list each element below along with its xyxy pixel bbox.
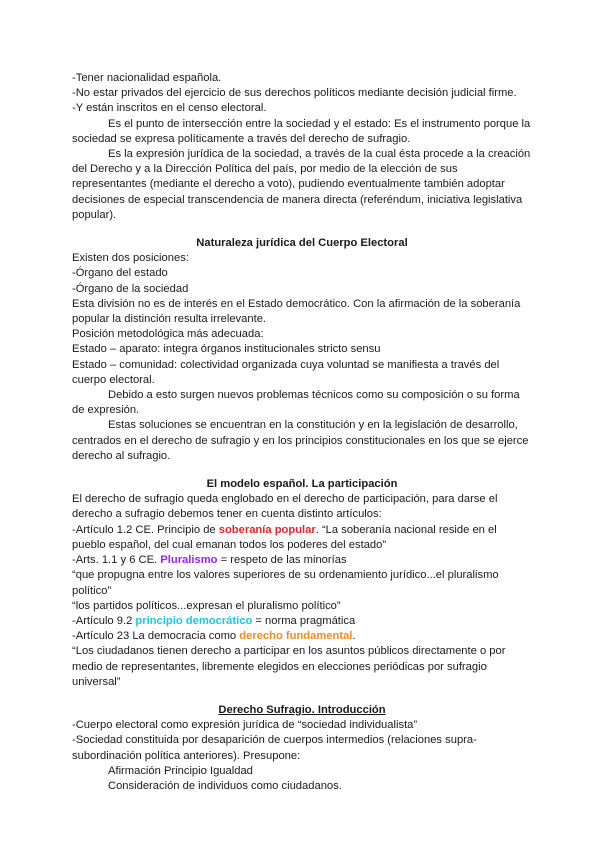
para2-line-4: decisiones de especial transcendencia de manera directa (referéndum, iniciativa legislativa: [72, 193, 523, 206]
article-1-1-line: [72, 553, 532, 568]
article-23-line: [72, 629, 532, 644]
article-23-suffix: .: [352, 630, 356, 643]
para1-line-2: sociedad se expresa políticamente a través del derecho de sufragio.: [72, 132, 411, 145]
quote-3-line-1: “Los ciudadanos tienen derecho a participar en los asuntos públicos directamente o por: [72, 645, 506, 658]
section3-heading: Derecho Sufragio. Introducción: [218, 703, 386, 716]
section1-line-7: Estado – aparato: integra órganos institucionales stricto sensu: [72, 343, 381, 356]
section1-para-b-line-2: centrados en el derecho de sufragio y en los principios constitucionales en los que se ejerce: [72, 434, 529, 447]
intro-line-3: -Y están inscritos en el censo electoral.: [72, 102, 267, 115]
article-1-2-prefix: -Artículo 1.2 CE. Principio de: [72, 523, 219, 536]
document-page: [72, 71, 532, 794]
article-9-2-suffix: = norma pragmática: [252, 614, 356, 627]
highlight-derecho-fundamental: derecho fundamental: [239, 630, 353, 643]
article-1-2-continuation: pueblo español, del cual emanan todos los poderes del estado”: [72, 538, 387, 551]
article-9-2-line: [72, 614, 532, 629]
quote-2: “los partidos políticos...expresan el pluralismo político”: [72, 599, 341, 612]
section2-line-1: El derecho de sufragio queda englobado en el derecho de participación, para darse el: [72, 493, 498, 506]
section3-line-1: -Cuerpo electoral como expresión jurídica de “sociedad individualista”: [72, 719, 418, 732]
para1-line-1: Es el punto de intersección entre la sociedad y el estado: Es el instrumento porque la: [108, 117, 531, 130]
section1-para-b-line-3: derecho al sufragio.: [72, 449, 171, 462]
quote-1-line-1: “que propugna entre los valores superiores de su ordenamiento jurídico...el pluralismo: [72, 569, 499, 582]
para2-line-3: representantes (mediante el derecho a voto), pudiendo eventualmente también adoptar: [72, 178, 505, 191]
highlight-pluralismo: Pluralismo: [160, 554, 218, 567]
article-1-1-suffix: = respeto de las minorías: [217, 554, 347, 567]
section1-line-2: -Órgano del estado: [72, 267, 168, 280]
article-1-2-line: [72, 523, 532, 538]
highlight-principio-democratico: principio democrático: [135, 614, 253, 627]
intro-line-1: -Tener nacionalidad española.: [72, 72, 222, 84]
highlight-soberania-popular: soberanía popular: [218, 523, 316, 536]
section2-line-2: derecho a sufragio debemos tener en cuenta distinto artículos:: [72, 508, 382, 521]
section1-line-1: Existen dos posiciones:: [72, 252, 189, 265]
article-1-2-suffix: . “La soberanía nacional reside en el: [315, 523, 497, 536]
section3-sub-1: Afirmación Principio Igualdad: [108, 764, 253, 777]
quote-3-line-2: medio de representantes, libremente elegidos en elecciones periódicas por sufragio: [72, 660, 487, 673]
para2-line-1: Es la expresión jurídica de la sociedad, a través de la cual ésta procede a la creación: [108, 148, 531, 161]
section1-line-5: popular la distinción resulta irrelevante.: [72, 313, 267, 326]
section1-line-9: cuerpo electoral.: [72, 373, 155, 386]
section1-line-4: Esta división no es de interés en el Estado democrático. Con la afirmación de la soberanía: [72, 297, 521, 310]
section3-line-2: -Sociedad constituida por desaparición de cuerpos intermedios (relaciones supra-: [72, 734, 477, 747]
section1-line-6: Posición metodológica más adecuada:: [72, 328, 264, 341]
section1-para-a-line-1: Debido a esto surgen nuevos problemas técnicos como su composición o su forma: [108, 389, 520, 402]
section1-para-b-line-1: Estas soluciones se encuentran en la constitución y en la legislación de desarrollo,: [108, 419, 518, 432]
quote-3-line-3: universal”: [72, 675, 121, 688]
section1-para-a-line-2: de expresión.: [72, 404, 140, 417]
section3-sub-2: Consideración de individuos como ciudadanos.: [108, 779, 342, 792]
section2-heading: El modelo español. La participación: [206, 478, 398, 491]
para2-line-2: del Derecho y a la Dirección Política del país, por medio de la elección de sus: [72, 163, 458, 176]
section1-heading: Naturaleza jurídica del Cuerpo Electoral: [196, 237, 408, 250]
article-1-1-prefix: -Arts. 1.1 y 6 CE.: [72, 554, 161, 567]
quote-1-line-2: político”: [72, 584, 112, 597]
para2-line-5: popular).: [72, 208, 117, 221]
intro-line-2: -No estar privados del ejercicio de sus derechos políticos mediante decisión judicial firme.: [72, 87, 517, 100]
section1-line-8: Estado – comunidad: colectividad organizada cuya voluntad se manifiesta a través del: [72, 358, 500, 371]
article-9-2-prefix: -Artículo 9.2: [72, 614, 136, 627]
section3-line-3: subordinación política anteriores). Presupone:: [72, 749, 301, 762]
section1-line-3: -Órgano de la sociedad: [72, 282, 189, 295]
article-23-prefix: -Artículo 23 La democracia como: [72, 630, 240, 643]
